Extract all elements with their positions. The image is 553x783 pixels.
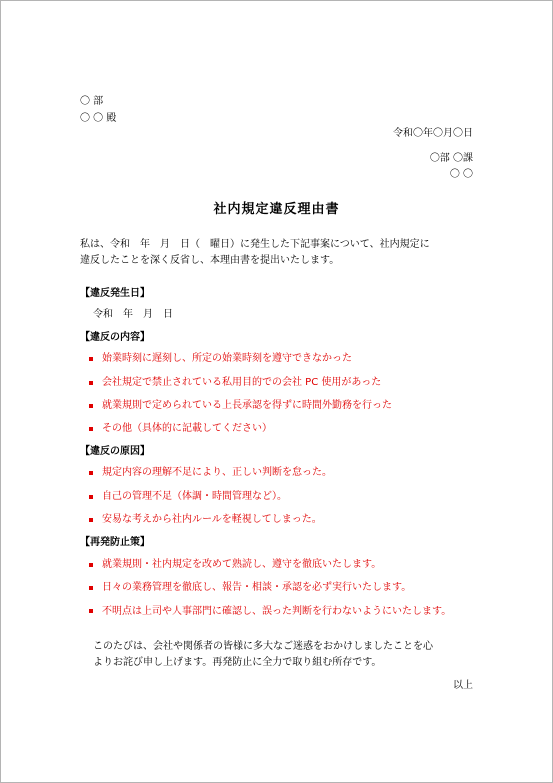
list-item: 会社規定で禁止されている私用目的での会社 PC 使用があった (102, 376, 462, 390)
list-item: 日々の業務管理を徹底し、報告・相談・承認を必ず実行いたします。 (102, 581, 462, 595)
list-item: その他（具体的に記載してください） (102, 422, 462, 436)
document-date: 令和〇年〇月〇日 (393, 128, 473, 139)
closing-line-1: このたびは、会社や関係者の皆様に多大なご迷惑をおかけしましたことを心 (93, 641, 433, 652)
bullet-icon (89, 495, 93, 499)
list-item: 就業規則で定められている上長承認を得ずに時間外勤務を行った (102, 399, 462, 413)
occurrence-value: 令和 年 月 日 (93, 309, 173, 320)
prevention-heading: 【再発防止策】 (80, 537, 150, 548)
page-title: 社内規定違反理由書 (213, 202, 340, 217)
end-mark: 以上 (453, 680, 473, 691)
bullet-icon (89, 563, 93, 567)
sender-name: 〇 〇 (449, 169, 473, 180)
content-heading: 【違反の内容】 (80, 332, 150, 343)
sender-department: 〇部 〇課 (429, 153, 473, 164)
list-item: 安易な考えから社内ルールを軽視してしまった。 (102, 513, 462, 527)
cause-heading: 【違反の原因】 (80, 446, 150, 457)
bullet-icon (89, 357, 93, 361)
bullet-icon (89, 518, 93, 522)
list-item: 始業時刻に遅刻し、所定の始業時刻を遵守できなかった (102, 352, 462, 366)
bullet-icon (89, 586, 93, 590)
addressee-name: 〇 〇 殿 (80, 113, 117, 124)
list-item: 規定内容の理解不足により、正しい判断を怠った。 (102, 466, 462, 480)
closing-line-2: よりお詫び申し上げます。再発防止に全力で取り組む所存です。 (93, 657, 382, 668)
list-item: 自己の管理不足（体調・時間管理など）。 (102, 490, 462, 504)
bullet-icon (89, 427, 93, 431)
intro-line-2: 違反したことを深く反省し、本理由書を提出いたします。 (80, 255, 340, 266)
addressee-department: 〇 部 (80, 96, 104, 107)
bullet-icon (89, 404, 93, 408)
bullet-icon (89, 609, 93, 613)
bullet-icon (89, 381, 93, 385)
intro-line-1: 私は、令和 年 月 日（ 曜日）に発生した下記事案について、社内規定に (80, 239, 430, 250)
list-item: 不明点は上司や人事部門に確認し、誤った判断を行わないようにいたします。 (102, 604, 476, 619)
bullet-icon (89, 471, 93, 475)
occurrence-heading: 【違反発生日】 (80, 288, 150, 299)
list-item: 就業規則・社内規定を改めて熟読し、遵守を徹底いたします。 (102, 558, 462, 572)
